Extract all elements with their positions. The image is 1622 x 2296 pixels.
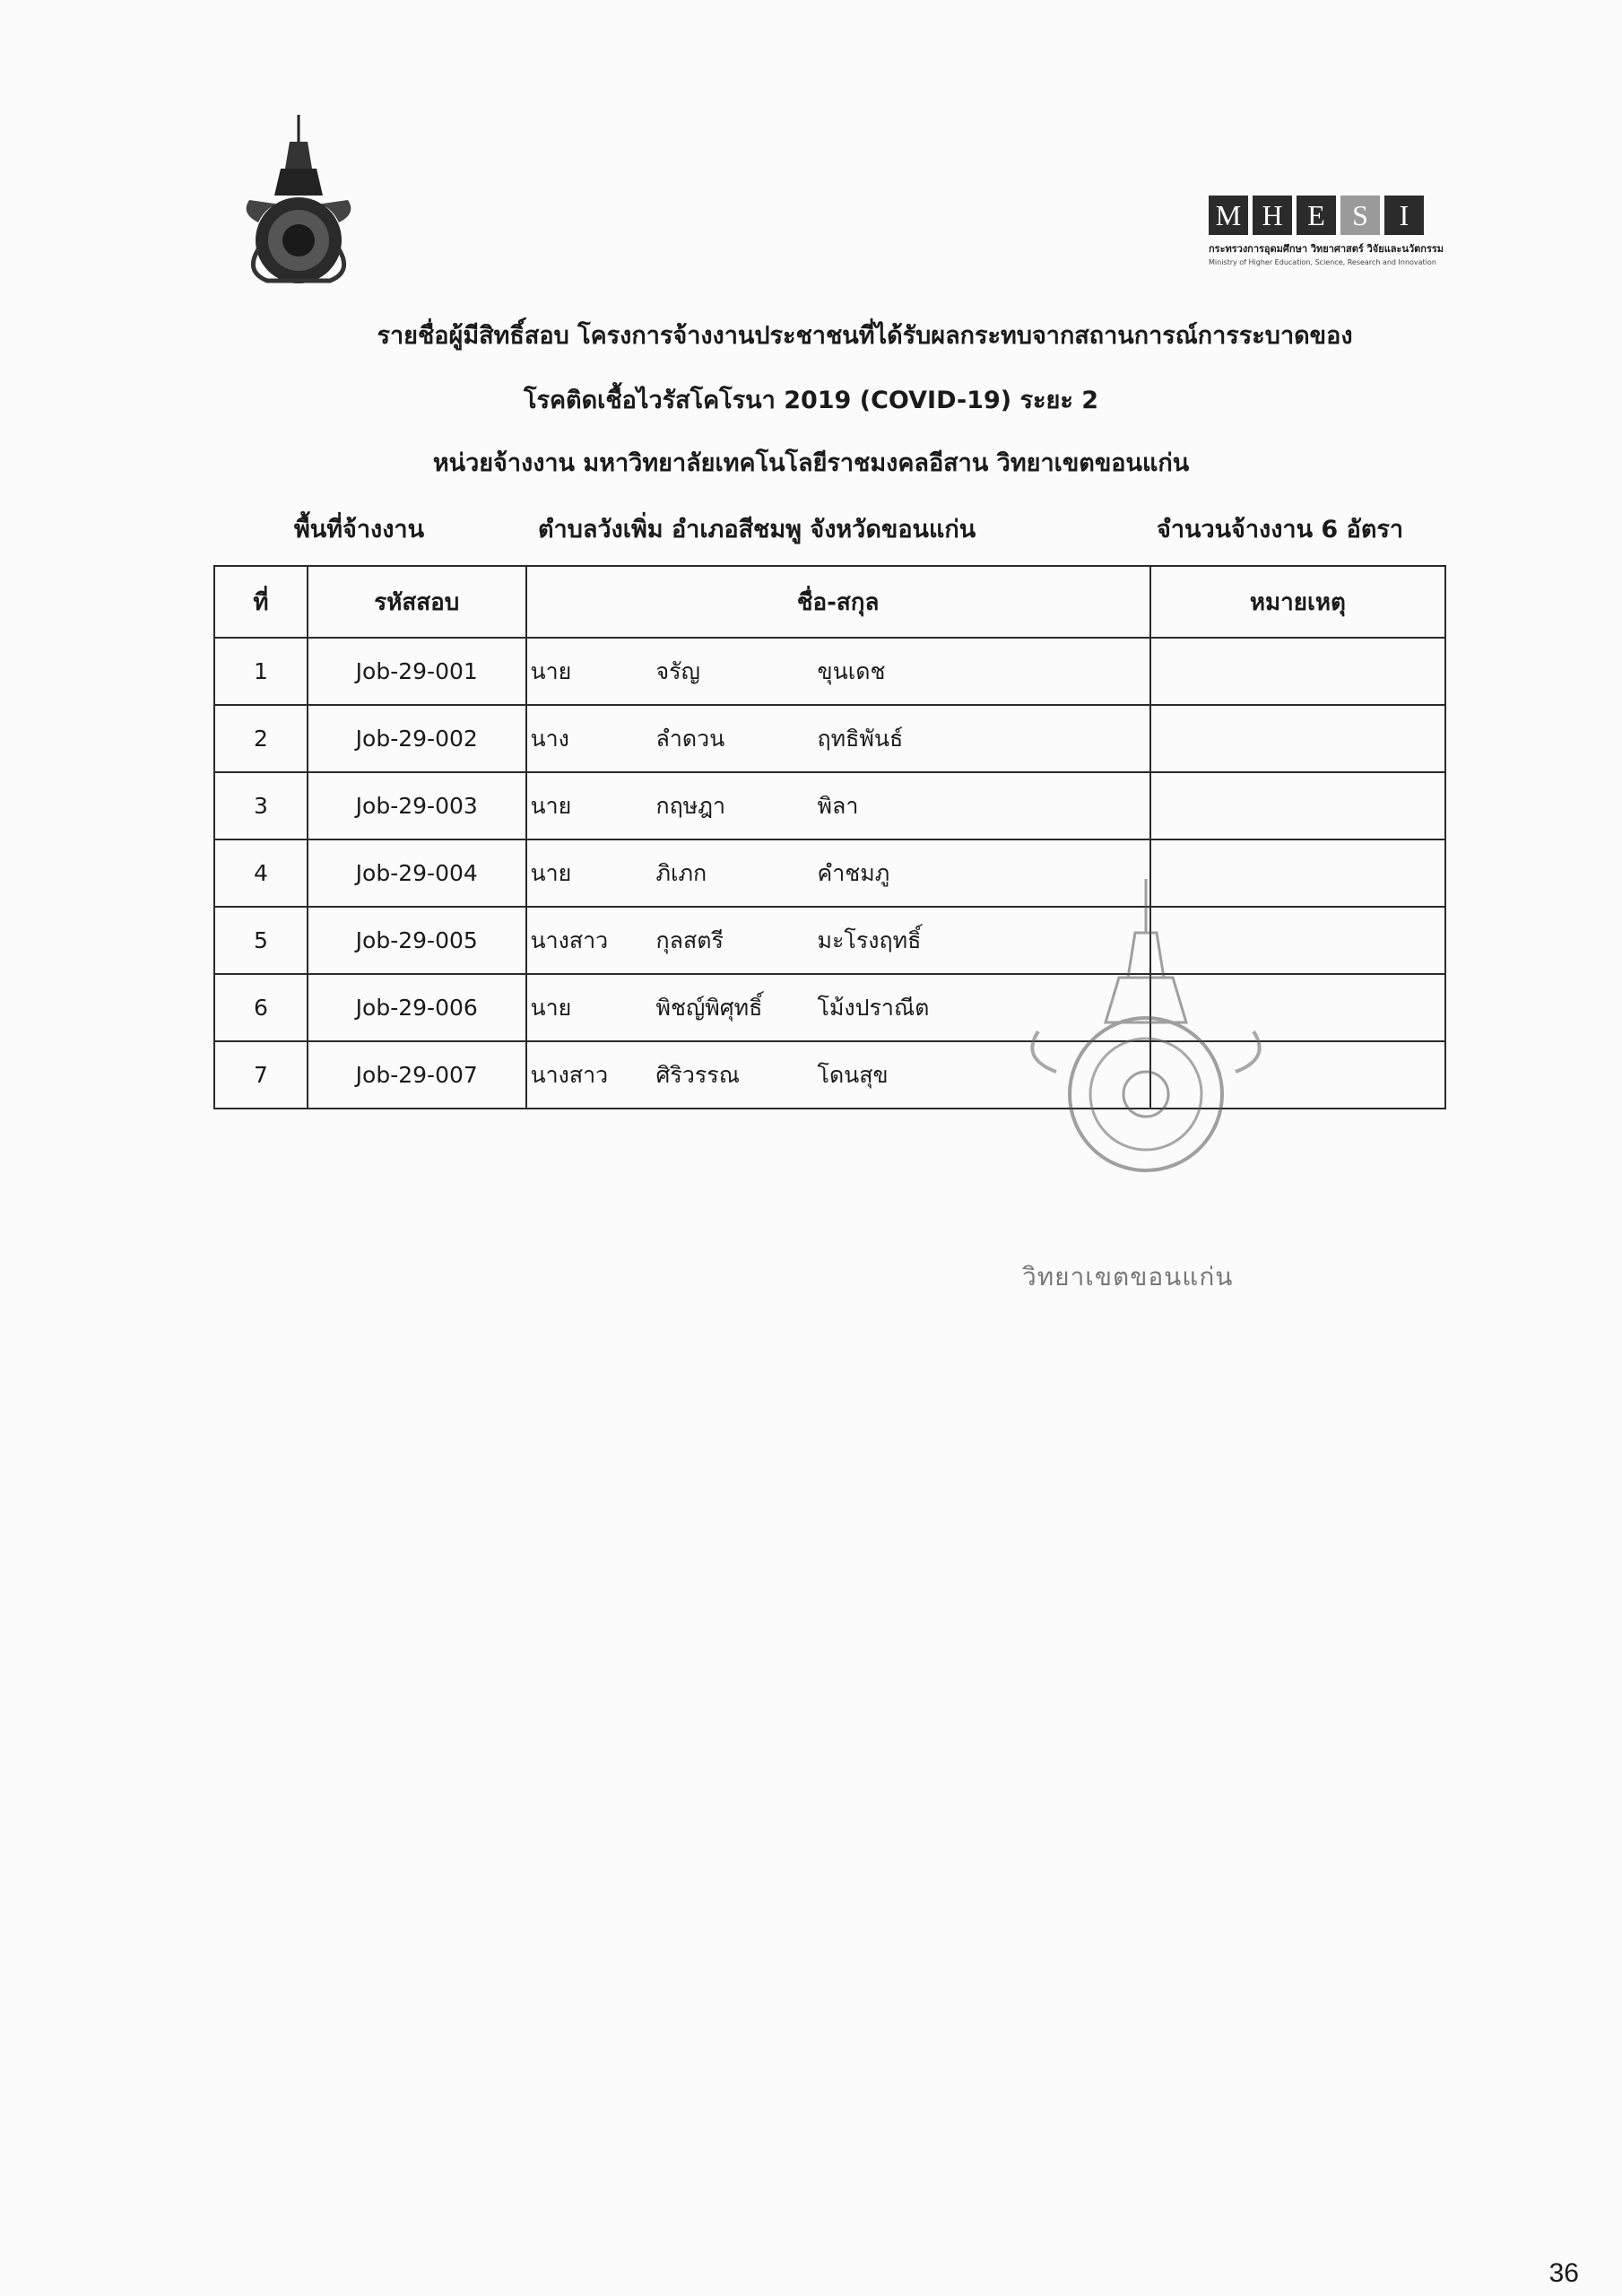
note-cell [1150,772,1445,839]
note-cell [1150,638,1445,705]
first-name: ศิริวรรณ [655,1061,740,1088]
first-name: กฤษฎา [655,792,726,819]
row-number: 7 [214,1041,308,1109]
mhesi-subtitle-thai: กระทรวงการอุดมศึกษา วิทยาศาสตร์ วิจัยและนวัตกรรม [1209,243,1444,255]
row-number: 6 [214,974,308,1041]
name-prefix: นาง [530,725,569,752]
university-emblem-logo [240,115,357,290]
row-number: 5 [214,907,308,974]
employment-area-value: ตำบลวังเพิ่ม อำเภอสีชมพู จังหวัดขอนแก่น [538,516,976,544]
mhesi-logo [1209,196,1478,278]
page-number: 36 [1548,2258,1579,2288]
table-row [214,772,1445,839]
row-number: 3 [214,772,308,839]
name-prefix: นาย [530,792,572,819]
mhesi-letter: I [1384,196,1424,235]
column-header-name: ชื่อ-สกุล [526,566,1150,638]
exam-code: Job-29-004 [308,839,526,907]
document-title-line-1: รายชื่อผู้มีสิทธิ์สอบ โครงการจ้างงานประชาชนที่ได้รับผลกระทบจากสถานการณ์การระบาดของ [377,322,1353,350]
last-name: มะโรงฤทธิ์ [817,926,922,953]
row-number: 4 [214,839,308,907]
mhesi-letter: E [1297,196,1336,235]
document-title-line-2: โรคติดเชื้อไวรัสโคโรนา 2019 (COVID-19) ระยะ 2 [523,387,1099,414]
name-prefix: นางสาว [530,926,609,953]
full-name-cell [526,638,1150,705]
exam-code: Job-29-006 [308,974,526,1041]
column-header-note: หมายเหตุ [1150,566,1445,638]
first-name: จรัญ [655,657,700,684]
table-header-row [214,566,1445,638]
last-name: ฤทธิพันธ์ [817,725,904,752]
first-name: พิชญ์พิศุทธิ์ [655,994,763,1021]
row-number: 2 [214,705,308,772]
exam-code: Job-29-001 [308,638,526,705]
name-prefix: นางสาว [530,1061,609,1088]
first-name: กุลสตรี [655,926,724,953]
last-name: โดนสุข [817,1061,889,1088]
name-prefix: นาย [530,859,572,886]
last-name: โม้งปราณีต [817,994,930,1021]
name-prefix: นาย [530,657,572,684]
first-name: ภิเภก [655,859,707,886]
full-name-cell [526,705,1150,772]
employment-area-label: พื้นที่จ้างงาน [294,516,425,544]
name-prefix: นาย [530,994,572,1021]
mhesi-letter: S [1340,196,1380,235]
document-title-line-3: หน่วยจ้างงาน มหาวิทยาลัยเทคโนโลยีราชมงคลอีสาน วิทยาเขตขอนแก่น [432,449,1190,477]
last-name: คำชมภู [817,859,890,886]
row-number: 1 [214,638,308,705]
exam-code: Job-29-005 [308,907,526,974]
mhesi-subtitle-english: Ministry of Higher Education, Science, Research and Innovation [1209,258,1436,266]
exam-code: Job-29-003 [308,772,526,839]
full-name-cell [526,772,1150,839]
note-cell [1150,705,1445,772]
stamp-caption: วิทยาเขตขอนแก่น [1022,1262,1234,1292]
exam-code: Job-29-002 [308,705,526,772]
table-row [214,638,1445,705]
mhesi-letter: H [1253,196,1292,235]
table-row [214,705,1445,772]
official-seal-stamp [1011,879,1280,1175]
column-header-code: รหัสสอบ [308,566,526,638]
last-name: พิลา [817,792,859,819]
employment-count: จำนวนจ้างงาน 6 อัตรา [1157,516,1404,544]
exam-code: Job-29-007 [308,1041,526,1109]
last-name: ขุนเดช [817,657,886,684]
mhesi-letter: M [1209,196,1248,235]
column-header-no: ที่ [214,566,308,638]
first-name: ลำดวน [655,725,725,752]
